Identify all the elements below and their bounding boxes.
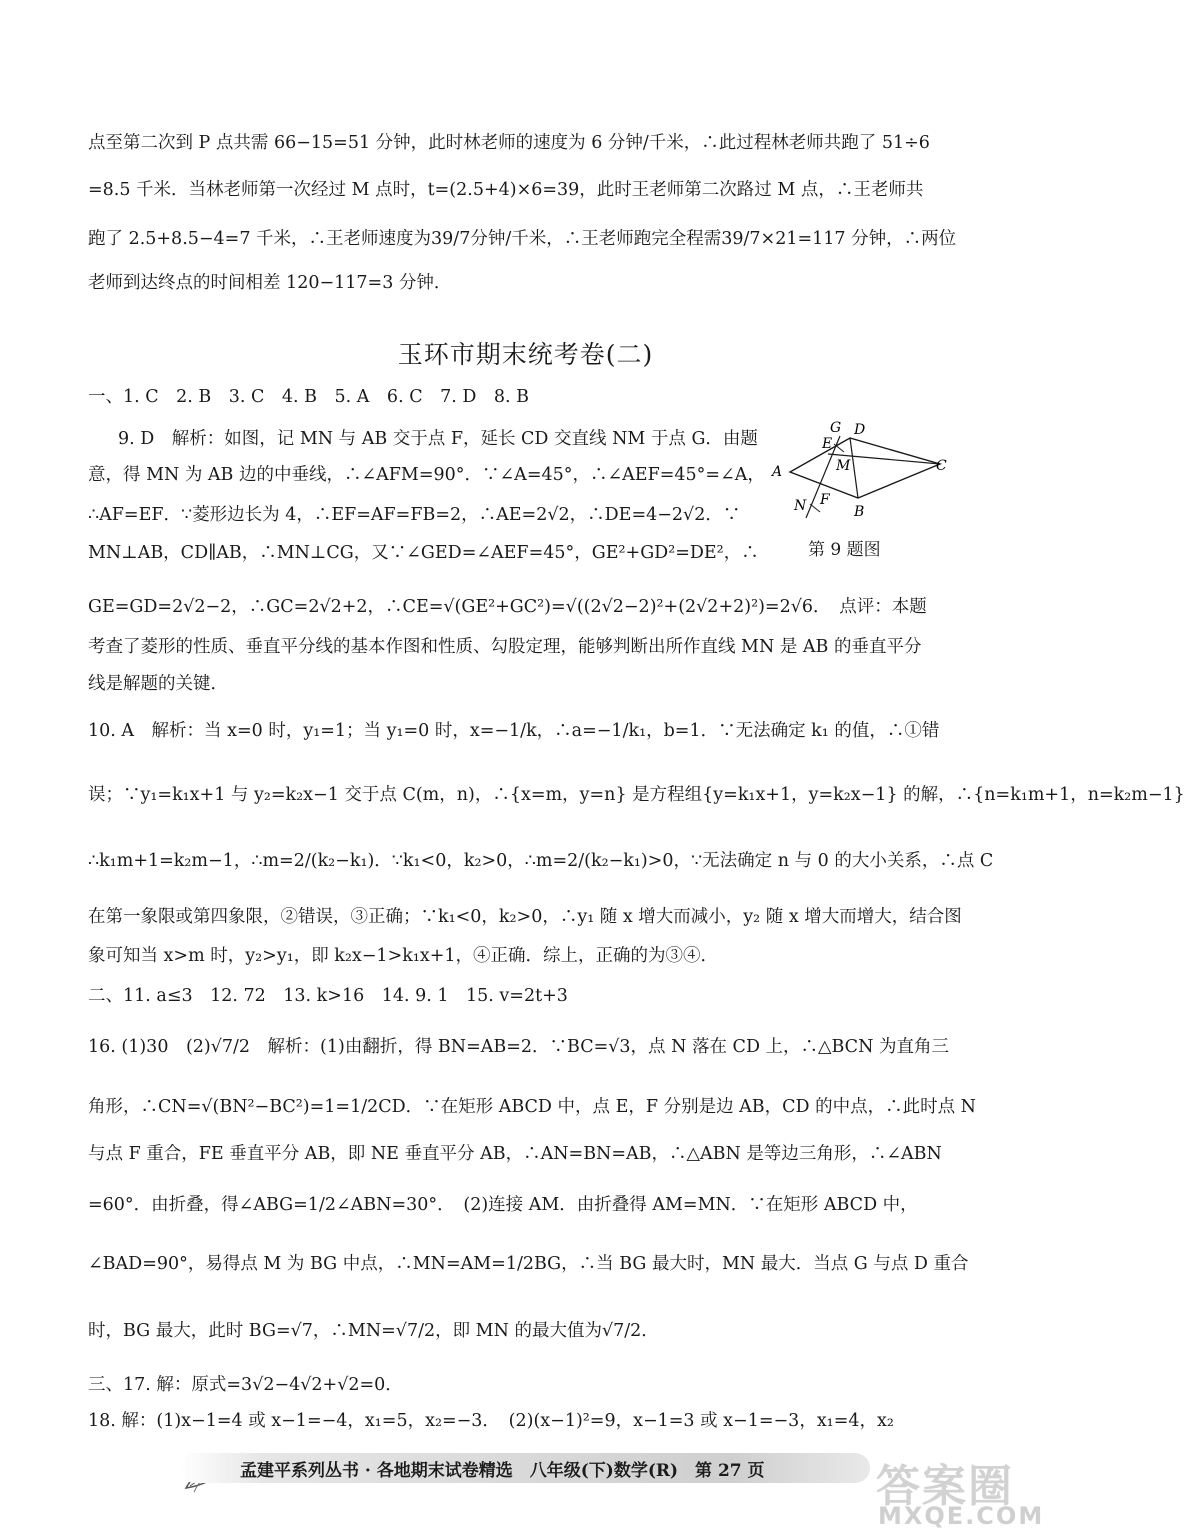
label-f: F <box>820 492 830 508</box>
q9-line: ∴AF=EF．∵菱形边长为 4，∴EF=AF=FB=2，∴AE=2√2，∴DE=4−2√2．∵ <box>88 505 741 525</box>
q16-line: 与点 F 重合，FE 垂直平分 AB，即 NE 垂直平分 AB，∴AN=BN=AB，∴△ABN 是等边三角形，∴∠ABN <box>88 1144 942 1164</box>
figure-caption: 第 9 题图 <box>808 540 881 560</box>
q17-line: 三、17. 解：原式=3√2−4√2+√2=0． <box>88 1375 403 1395</box>
label-m: M <box>836 458 851 474</box>
page-footer <box>180 1447 870 1487</box>
q16-line: 时，BG 最大，此时 BG=√7，∴MN=√7/2，即 MN 的最大值为√7/2． <box>88 1321 659 1341</box>
q16-line: ∠BAD=90°，易得点 M 为 BG 中点，∴MN=AM=1/2BG，∴当 BG 最大时，MN 最大．当点 G 与点 D 重合 <box>88 1254 969 1274</box>
label-c: C <box>936 458 947 474</box>
q10-line: 象可知当 x>m 时，y₂>y₁，即 k₂x−1>k₁x+1，④正确．综上，正确的为③④． <box>88 946 719 966</box>
q9-line: 9. D 解析：如图，记 MN 与 AB 交于点 F，延长 CD 交直线 NM 于点 G．由题 <box>118 429 758 449</box>
q10-line: ∴k₁m+1=k₂m−1，∴m=2/(k₂−k₁)．∵k₁<0，k₂>0，∴m=2/(k₂−k₁)>0，∵无法确定 n 与 0 的大小关系，∴点 C <box>88 851 994 871</box>
watermark-bottom: MXQE.COM <box>878 1502 1045 1530</box>
rhombus-figure <box>770 418 950 528</box>
label-g: G <box>830 420 842 436</box>
label-d: D <box>854 422 866 438</box>
q9-line: 线是解题的关键． <box>88 674 228 694</box>
label-e: E <box>822 436 833 452</box>
section-title: 玉环市期末统考卷(二) <box>397 340 654 369</box>
paragraph-line: 跑了 2.5+8.5−4=7 千米，∴王老师速度为39/7分钟/千米，∴王老师跑完全程需39/7×21=117 分钟，∴两位 <box>88 229 957 249</box>
part1-answers: 一、1. C 2. B 3. C 4. B 5. A 6. C 7. D 8. B <box>88 387 529 407</box>
arc-mark <box>810 504 820 512</box>
part2-answers: 二、11. a≤3 12. 72 13. k>16 14. 9. 1 15. v=2t+3 <box>88 986 568 1006</box>
q9-line: 意，得 MN 为 AB 边的中垂线，∴∠AFM=90°．∵∠A=45°，∴∠AEF=45°=∠A， <box>88 465 765 485</box>
site-watermark <box>862 1450 1045 1534</box>
q16-line: =60°．由折叠，得∠ABG=1/2∠ABN=30°． (2)连接 AM．由折叠得 AM=MN．∵在矩形 ABCD 中， <box>88 1195 918 1215</box>
q16-line: 角形，∴CN=√(BN²−BC²)=1=1/2CD．∵在矩形 ABCD 中，点 E，F 分别是边 AB，CD 的中点，∴此时点 N <box>88 1097 976 1117</box>
watermark-top: 答案圈 <box>876 1461 1014 1512</box>
q18-line: 18. 解：(1)x−1=4 或 x−1=−4，x₁=5，x₂=−3． (2)(x−1)²=9，x−1=3 或 x−1=−3，x₁=4，x₂ <box>88 1411 894 1431</box>
q9-line: MN⊥AB，CD∥AB，∴MN⊥CG，又∵∠GED=∠AEF=45°，GE²+GD²=DE²，∴ <box>88 543 759 563</box>
q10-line: 误；∵y₁=k₁x+1 与 y₂=k₂x−1 交于点 C(m，n)，∴{x=m，y=n} 是方程组{y=k₁x+1，y=k₂x−1} 的解，∴{n=k₁m+1，n=k₂m−1} <box>88 785 1185 805</box>
segment-db <box>850 438 858 498</box>
q10-line: 在第一象限或第四象限，②错误，③正确；∵k₁<0，k₂>0，∴y₁ 随 x 增大而减小，y₂ 随 x 增大而增大，结合图 <box>88 907 962 927</box>
rhombus-shape <box>790 438 940 498</box>
paragraph-line: 点至第二次到 P 点共需 66−15=51 分钟，此时林老师的速度为 6 分钟/千米，∴此过程林老师共跑了 51÷6 <box>88 133 930 153</box>
label-a: A <box>772 464 783 480</box>
q9-line: 考查了菱形的性质、垂直平分线的基本作图和性质、勾股定理，能够判断出所作直线 MN 是 AB 的垂直平分 <box>88 637 922 657</box>
q9-line: GE=GD=2√2−2，∴GC=2√2+2，∴CE=√(GE²+GC²)=√((2√2−2)²+(2√2+2)²)=2√6． 点评：本题 <box>88 597 927 617</box>
q10-line: 10. A 解析：当 x=0 时，y₁=1；当 y₁=0 时，x=−1/k，∴a=−1/k₁，b=1．∵无法确定 k₁ 的值，∴①错 <box>88 721 940 741</box>
q16-line: 16. (1)30 (2)√7/2 解析：(1)由翻折，得 BN=AB=2．∵BC=√3，点 N 落在 CD 上，∴△BCN 为直角三 <box>88 1037 949 1057</box>
paragraph-line: 老师到达终点的时间相差 120−117=3 分钟． <box>88 273 452 293</box>
paragraph-line: =8.5 千米．当林老师第一次经过 M 点时，t=(2.5+4)×6=39，此时王老师第二次路过 M 点，∴王老师共 <box>88 180 924 200</box>
footer-text: 孟建平系列丛书 · 各地期末试卷精选 八年级(下)数学(R) 第 27 页 <box>240 1461 765 1481</box>
label-n: N <box>794 498 807 514</box>
label-b: B <box>854 504 865 520</box>
